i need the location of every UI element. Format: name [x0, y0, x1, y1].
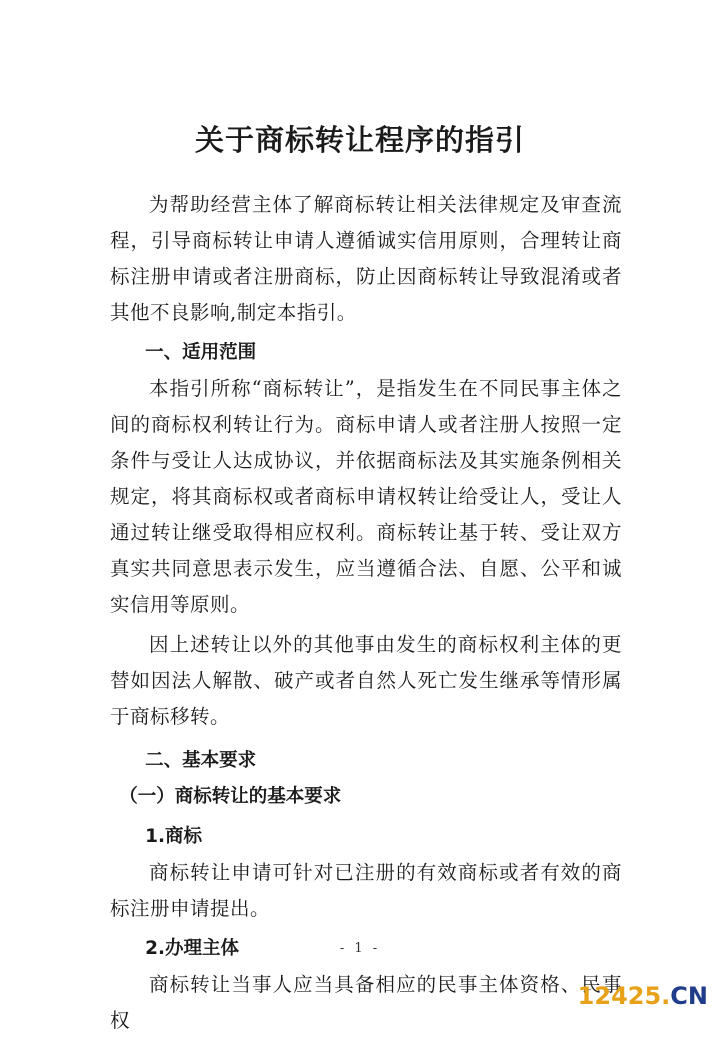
document-title: 关于商标转让程序的指引: [194, 123, 525, 157]
document-body: [110, 187, 622, 1039]
section-heading-scope: 一、适用范围: [145, 342, 257, 363]
item-paragraph-trademark: 商标转让申请可针对已注册的有效商标或者有效的商标注册申请提出。: [110, 861, 622, 920]
scope-paragraph-2: 因上述转让以外的其他事由发生的商标权利主体的更替如因法人解散、破产或者自然人死亡发生继承等情形属于商标移转。: [110, 633, 622, 728]
section-heading-requirements: 二、基本要求: [145, 750, 257, 771]
watermark-suffix: CN: [670, 982, 708, 1010]
watermark-number: 12425: [577, 982, 662, 1010]
item-heading-trademark: 1.商标: [145, 826, 203, 847]
item-paragraph-subject: 商标转让当事人应当具备相应的民事主体资格、民事权: [110, 973, 622, 1032]
watermark-dot: .: [661, 982, 671, 1010]
subsection-heading-basic-requirements: （一）商标转让的基本要求: [119, 786, 342, 807]
site-watermark: [578, 982, 708, 1010]
item-heading-subject: 2.办理主体: [145, 938, 240, 959]
intro-paragraph: 为帮助经营主体了解商标转让相关法律规定及审查流程，引导商标转让申请人遵循诚实信用原则，合理转让商标注册申请或者注册商标，防止因商标转让导致混淆或者其他不良影响,制定本指引。: [110, 193, 622, 324]
page-number: - 1 -: [339, 941, 381, 956]
scope-paragraph-1: 本指引所称“商标转让”，是指发生在不同民事主体之间的商标权利转让行为。商标申请人或者注册人按照一定条件与受让人达成协议，并依据商标法及其实施条例相关规定，将其商标权或者商标申请权转让给受让人，受让人通过转让继受取得相应权利。商标转让基于转、受让双方真实共同意思表示发生，应当遵循合法、自愿、公平和诚实信用等原则。: [110, 377, 622, 616]
